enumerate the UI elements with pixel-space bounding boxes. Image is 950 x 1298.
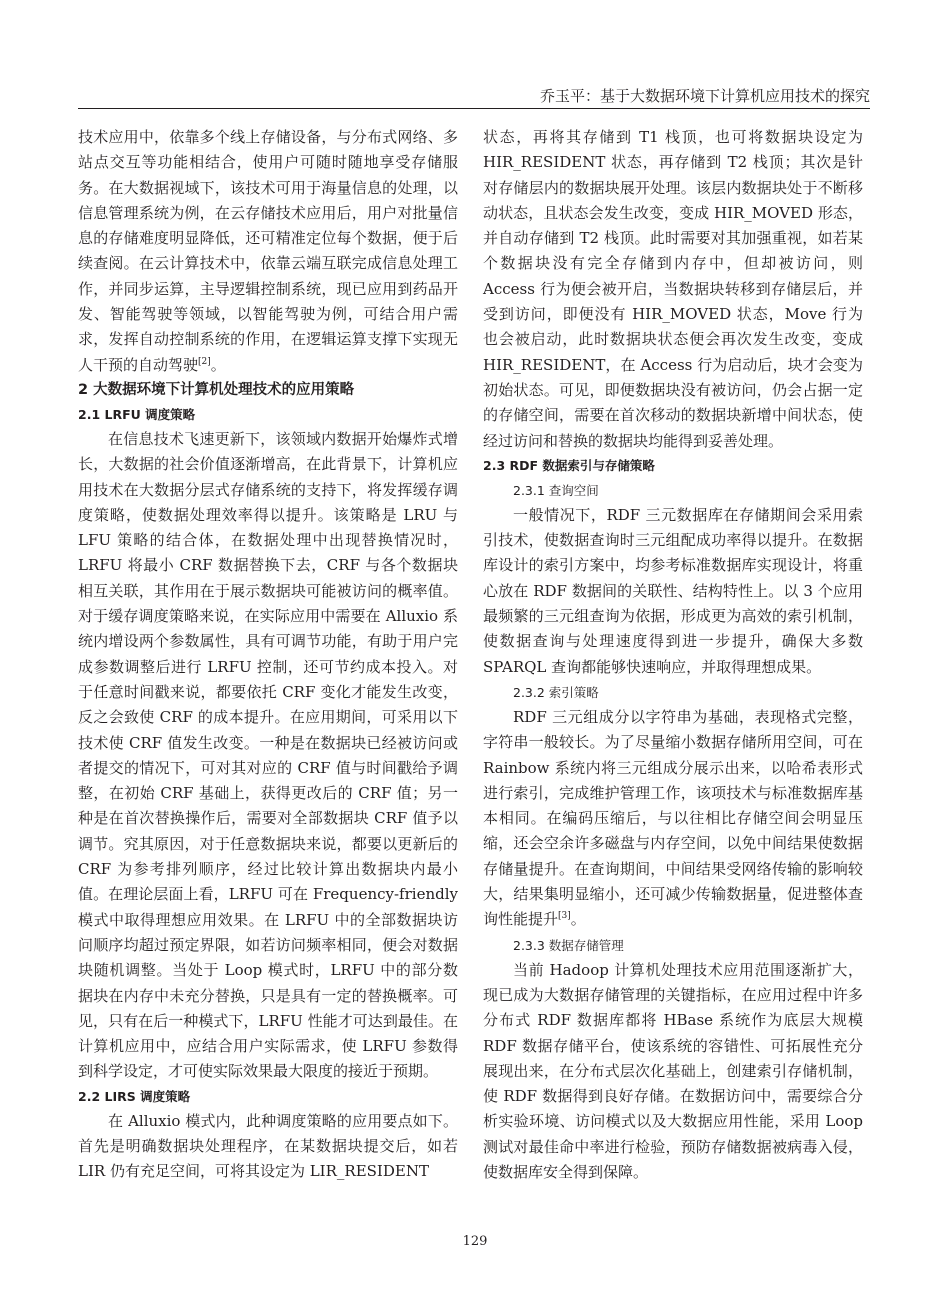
section-heading: 2 大数据环境下计算机处理技术的应用策略 <box>78 381 355 398</box>
subsubsection-heading-query: 2.3.1 查询空间 <box>513 482 599 498</box>
paragraph-end: 。 <box>210 355 226 374</box>
paragraph: 状态，再将其存储到 T1 栈顶，也可将数据块设定为 HIR_RESIDENT 状态，再存储到 T2 栈顶；其次是针对存储层内的数据块展开处理。该层内数据块处于不断移动状态，且状态会发生改变，变成 HIR_MOVED 形态，并自动存储到 T2 栈顶。此时需要对其加强重视，如若某个数据块没有完全存储到内存中，但却被访问，则 Access 行为便会被开启，当数据块转移到存储层后，并受到访问，即便没有 HIR_MOVED 状态，Move 行为也会被启动，此时数据块状态便会再次发生改变，变成 HIR_RESIDENT，在 Access 行为启动后，块才会变为初始状态。可见，即便数据块没有被访问，仍会占据一定的存储空间，需要在首次移动的数据块新增中间状态，使经过访问和替换的数据块均能得到妥善处理。 <box>483 128 863 450</box>
subsection-heading-rdf: 2.3 RDF 数据索引与存储策略 <box>483 457 655 473</box>
citation-ref: [2] <box>198 356 211 367</box>
paragraph <box>78 125 458 378</box>
paragraph: 在信息技术飞速更新下，该领域内数据开始爆炸式增长，大数据的社会价值逐渐增高，在此背景下，计算机应用技术在大数据分层式存储系统的支持下，将发挥缓存调度策略，使数据处理效率得以提升。该策略是 LRU 与 LFU 策略的结合体，在数据处理中出现替换情况时，LRFU 将最小 CRF 数据替换下去，CRF 与各个数据块相互关联，其作用在于展示数据块可能被访问的概率值。对于缓存调度策略来说，在实际应用中需要在 Alluxio 系统内增设两个参数属性，具有可调节功能，有助于用户完成参数调整后进行 LRFU 控制，还可节约成本投入。对于任意时间戳来说，都要依托 CRF 变化才能发生改变，反之会致使 CRF 的成本提升。在应用期间，可采用以下技术使 CRF 值发生改变。一种是在数据块已经被访问或者提交的情况下，可对其对应的 CRF 值与时间戳给予调整，在初始 CRF 基础上，获得更改后的 CRF 值；另一种是在首次替换操作后，需要对全部数据块 CRF 值予以调节。究其原因，对于任意数据块来说，都要以更新后的 CRF 为参考排列顺序，经过比较计算出数据块内最小值。在理论层面上看，LRFU 可在 Frequency-friendly 模式中取得理想应用效果。在 LRFU 中的全部数据块访问顺序均超过预定界限，如若访问频率相同，便会对数据块随机调整。当处于 Loop 模式时，LRFU 中的部分数据块在内存中未充分替换，只是具有一定的替换概率。可见，只有在后一种模式下，LRFU 性能才可达到最佳。在计算机应用中，应结合用户实际需求，使 LRFU 参数得到科学设定，才可使实际效果最大限度的接近于预期。 <box>78 429 458 1081</box>
running-header: 乔玉平：基于大数据环境下计算机应用技术的探究 <box>539 87 870 105</box>
paragraph: 在 Alluxio 模式内，此种调度策略的应用要点如下。首先是明确数据块处理程序，在某数据块提交后，如若 LIR 仍有充足空间，可将其设定为 LIR_RESIDENT <box>78 1111 458 1181</box>
subsubsection-heading-storage: 2.3.3 数据存储管理 <box>513 937 624 953</box>
paragraph-text: 技术应用中，依靠多个线上存储设备，与分布式网络、多站点交互等功能相结合，使用户可随时随地享受存储服务。在大数据视域下，该技术可用于海量信息的处理，以信息管理系统为例，在云存储技术应用后，用户对批量信息的存储难度明显降低，还可精准定位每个数据，便于后续查阅。在云计算技术中，依靠云端互联完成信息处理工作，并同步运算，主导逻辑控制系统，现已应用到药品开发、智能驾驶等领域，以智能驾驶为例，可结合用户需求，发挥自动控制系统的作用，在逻辑运算支撑下实现无人干预的自动驾驶 <box>78 128 458 374</box>
right-column <box>483 125 863 1185</box>
page-number: 129 <box>462 1234 488 1249</box>
paragraph: 一般情况下，RDF 三元数据库在存储期间会采用索引技术，使数据查询时三元组配成功率得以提升。在数据库设计的索引方案中，均参考标准数据库实现设计，将重心放在 RDF 数据间的关联性、结构特性上。以 3 个应用最频繁的三元组查询为依据，形成更为高效的索引机制，使数据查询与处理速度得到进一步提升，确保大多数 SPARQL 查询都能够快速响应，并取得理想成果。 <box>483 505 863 676</box>
paragraph-end: 。 <box>570 910 586 929</box>
paragraph <box>483 705 863 933</box>
subsection-heading-lirs: 2.2 LIRS 调度策略 <box>78 1088 191 1104</box>
left-column <box>78 125 458 1185</box>
subsection-heading-lrfu: 2.1 LRFU 调度策略 <box>78 406 196 422</box>
paragraph-text: RDF 三元组成分以字符串为基础，表现格式完整，字符串一般较长。为了尽量缩小数据存储所用空间，可在 Rainbow 系统内将三元组成分展示出来，以哈希表形式进行索引，完成维护管理工作，该项技术与标准数据库基本相同。在编码压缩后，与以往相比存储空间会明显压缩，还会空余许多磁盘与内存空间，以免中间结果使数据存储量提升。在查询期间，中间结果受网络传输的影响较大，结果集明显缩小，还可减少传输数据量，促进整体查询性能提升 <box>483 707 863 929</box>
paragraph: 当前 Hadoop 计算机处理技术应用范围逐渐扩大，现已成为大数据存储管理的关键指标，在应用过程中许多分布式 RDF 数据库都将 HBase 系统作为底层大规模 RDF 数据存储平台，使该系统的容错性、可拓展性充分展现出来，在分布式层次化基础上，创建索引存储机制，使 RDF 数据得到良好存储。在数据访问中，需要综合分析实验环境、访问模式以及大数据应用性能，采用 Loop 测试对最佳命中率进行检验，预防存储数据被病毒入侵，使数据库安全得到保障。 <box>483 960 863 1181</box>
header-rule <box>78 108 870 109</box>
citation-ref: [3] <box>558 911 571 922</box>
subsubsection-heading-index: 2.3.2 索引策略 <box>513 684 599 700</box>
